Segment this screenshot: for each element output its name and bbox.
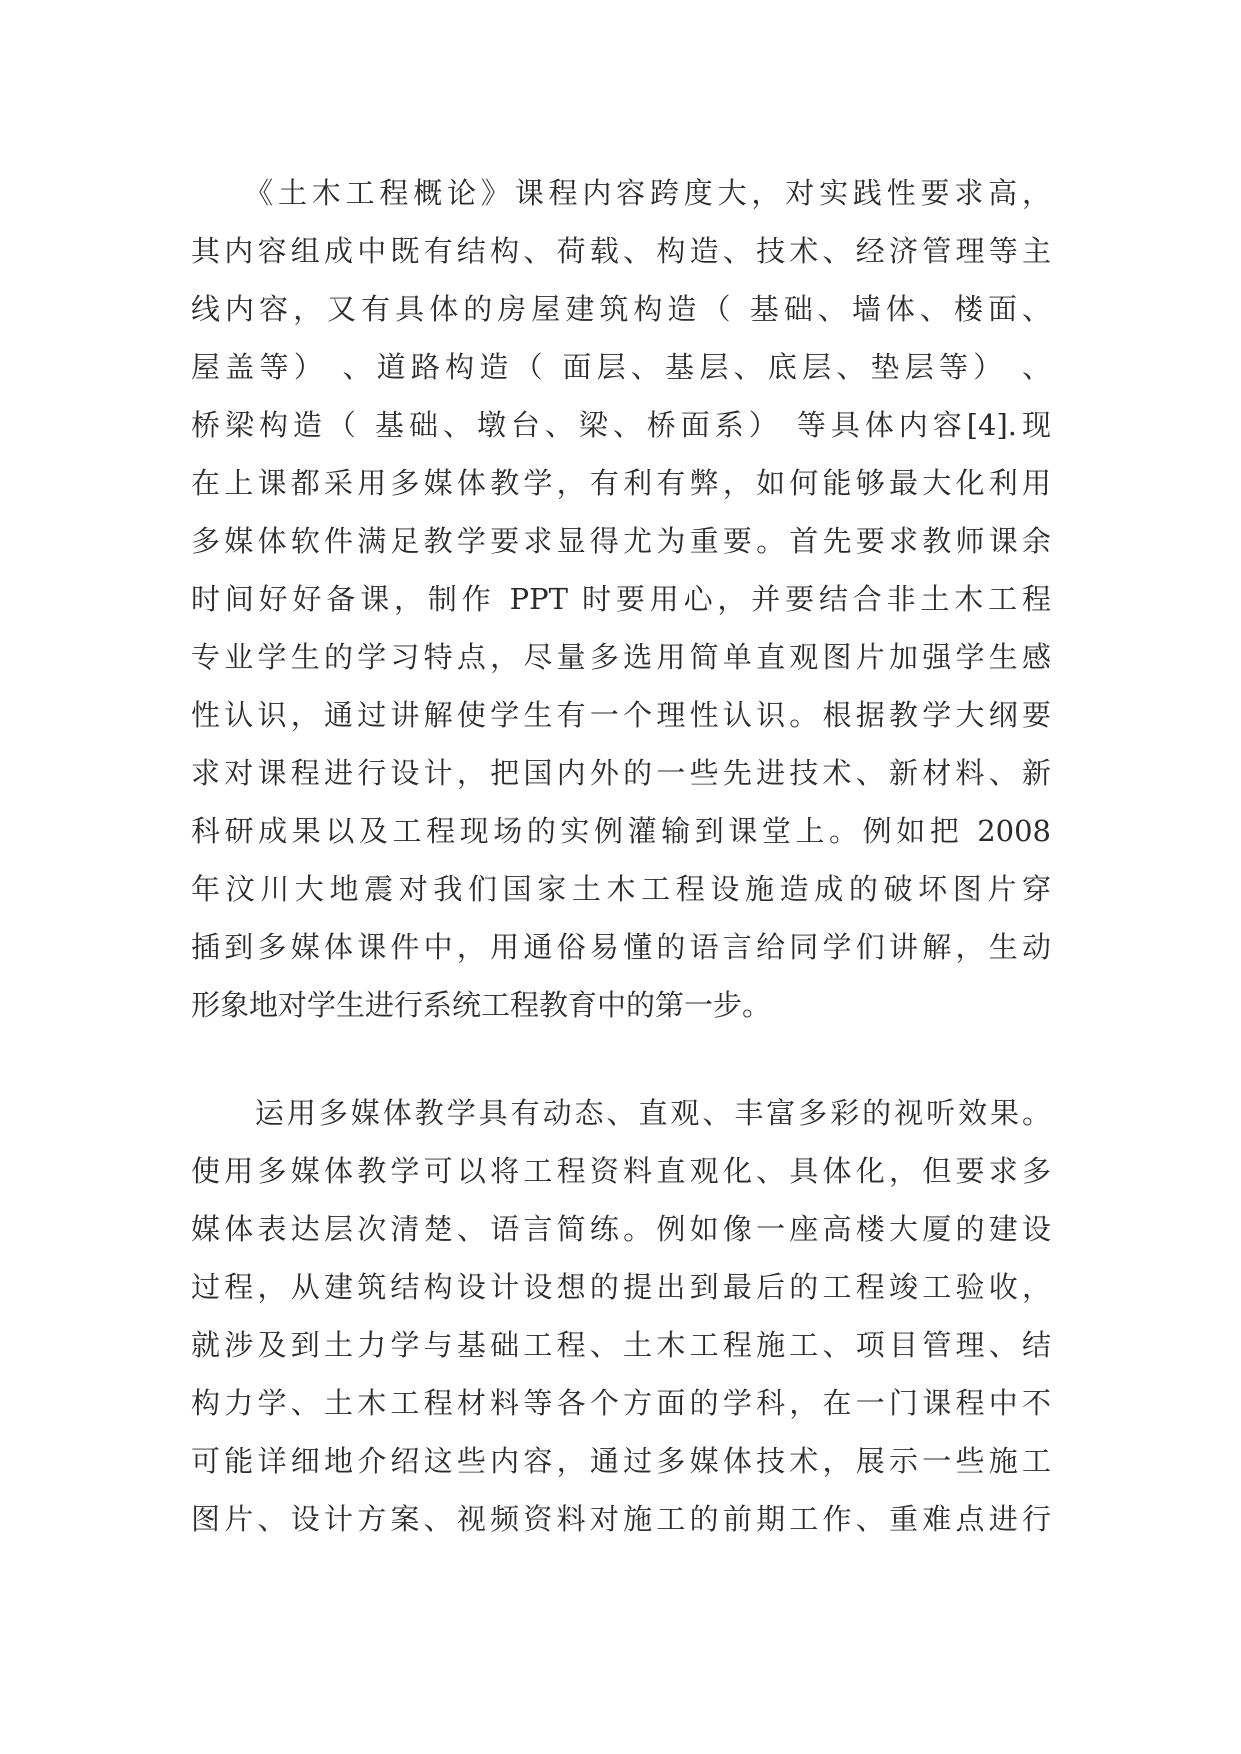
text-line: 插到多媒体课件中，用通俗易懂的语言给同学们讲解，生动 <box>191 930 1051 964</box>
text-line: 过程，从建筑结构设计设想的提出到最后的工程竣工验收， <box>191 1270 1051 1304</box>
text-line: 求对课程进行设计，把国内外的一些先进技术、新材料、新 <box>191 756 1051 790</box>
text-line: 屋盖等） 、道路构造（ 面层、基层、底层、垫层等） 、 <box>191 350 1051 384</box>
text-line: 在上课都采用多媒体教学，有利有弊，如何能够最大化利用 <box>191 466 1051 500</box>
text-line: 媒体表达层次清楚、语言简练。例如像一座高楼大厦的建设 <box>191 1212 1051 1246</box>
text-line: 图片、设计方案、视频资料对施工的前期工作、重难点进行 <box>191 1502 1051 1536</box>
text-line: 桥梁构造（ 基础、墩台、梁、桥面系） 等具体内容[4].现 <box>191 408 1051 442</box>
text-line: 《土木工程概论》课程内容跨度大，对实践性要求高， <box>191 176 1051 210</box>
text-line: 形象地对学生进行系统工程教育中的第一步。 <box>191 988 772 1022</box>
text-line: 线内容，又有具体的房屋建筑构造（ 基础、墙体、楼面、 <box>191 292 1051 326</box>
text-line: 其内容组成中既有结构、荷载、构造、技术、经济管理等主 <box>191 234 1051 268</box>
text-line: 专业学生的学习特点，尽量多选用简单直观图片加强学生感 <box>191 640 1051 674</box>
text-line: 性认识，通过讲解使学生有一个理性认识。根据教学大纲要 <box>191 698 1051 732</box>
text-line: 可能详细地介绍这些内容，通过多媒体技术，展示一些施工 <box>191 1444 1051 1478</box>
text-line: 年汶川大地震对我们国家土木工程设施造成的破坏图片穿 <box>191 872 1051 906</box>
text-line: 时间好好备课，制作 PPT 时要用心，并要结合非土木工程 <box>191 582 1051 616</box>
text-line: 使用多媒体教学可以将工程资料直观化、具体化，但要求多 <box>191 1154 1051 1188</box>
paragraph-multimedia-teaching <box>191 1084 1051 1548</box>
paragraph-course-content <box>191 164 1051 1034</box>
text-line: 构力学、土木工程材料等各个方面的学科，在一门课程中不 <box>191 1386 1051 1420</box>
text-line: 科研成果以及工程现场的实例灌输到课堂上。例如把 2008 <box>191 814 1051 848</box>
text-line: 多媒体软件满足教学要求显得尤为重要。首先要求教师课余 <box>191 524 1051 558</box>
text-line: 运用多媒体教学具有动态、直观、丰富多彩的视听效果。 <box>191 1096 1051 1130</box>
text-line: 就涉及到土力学与基础工程、土木工程施工、项目管理、结 <box>191 1328 1051 1362</box>
